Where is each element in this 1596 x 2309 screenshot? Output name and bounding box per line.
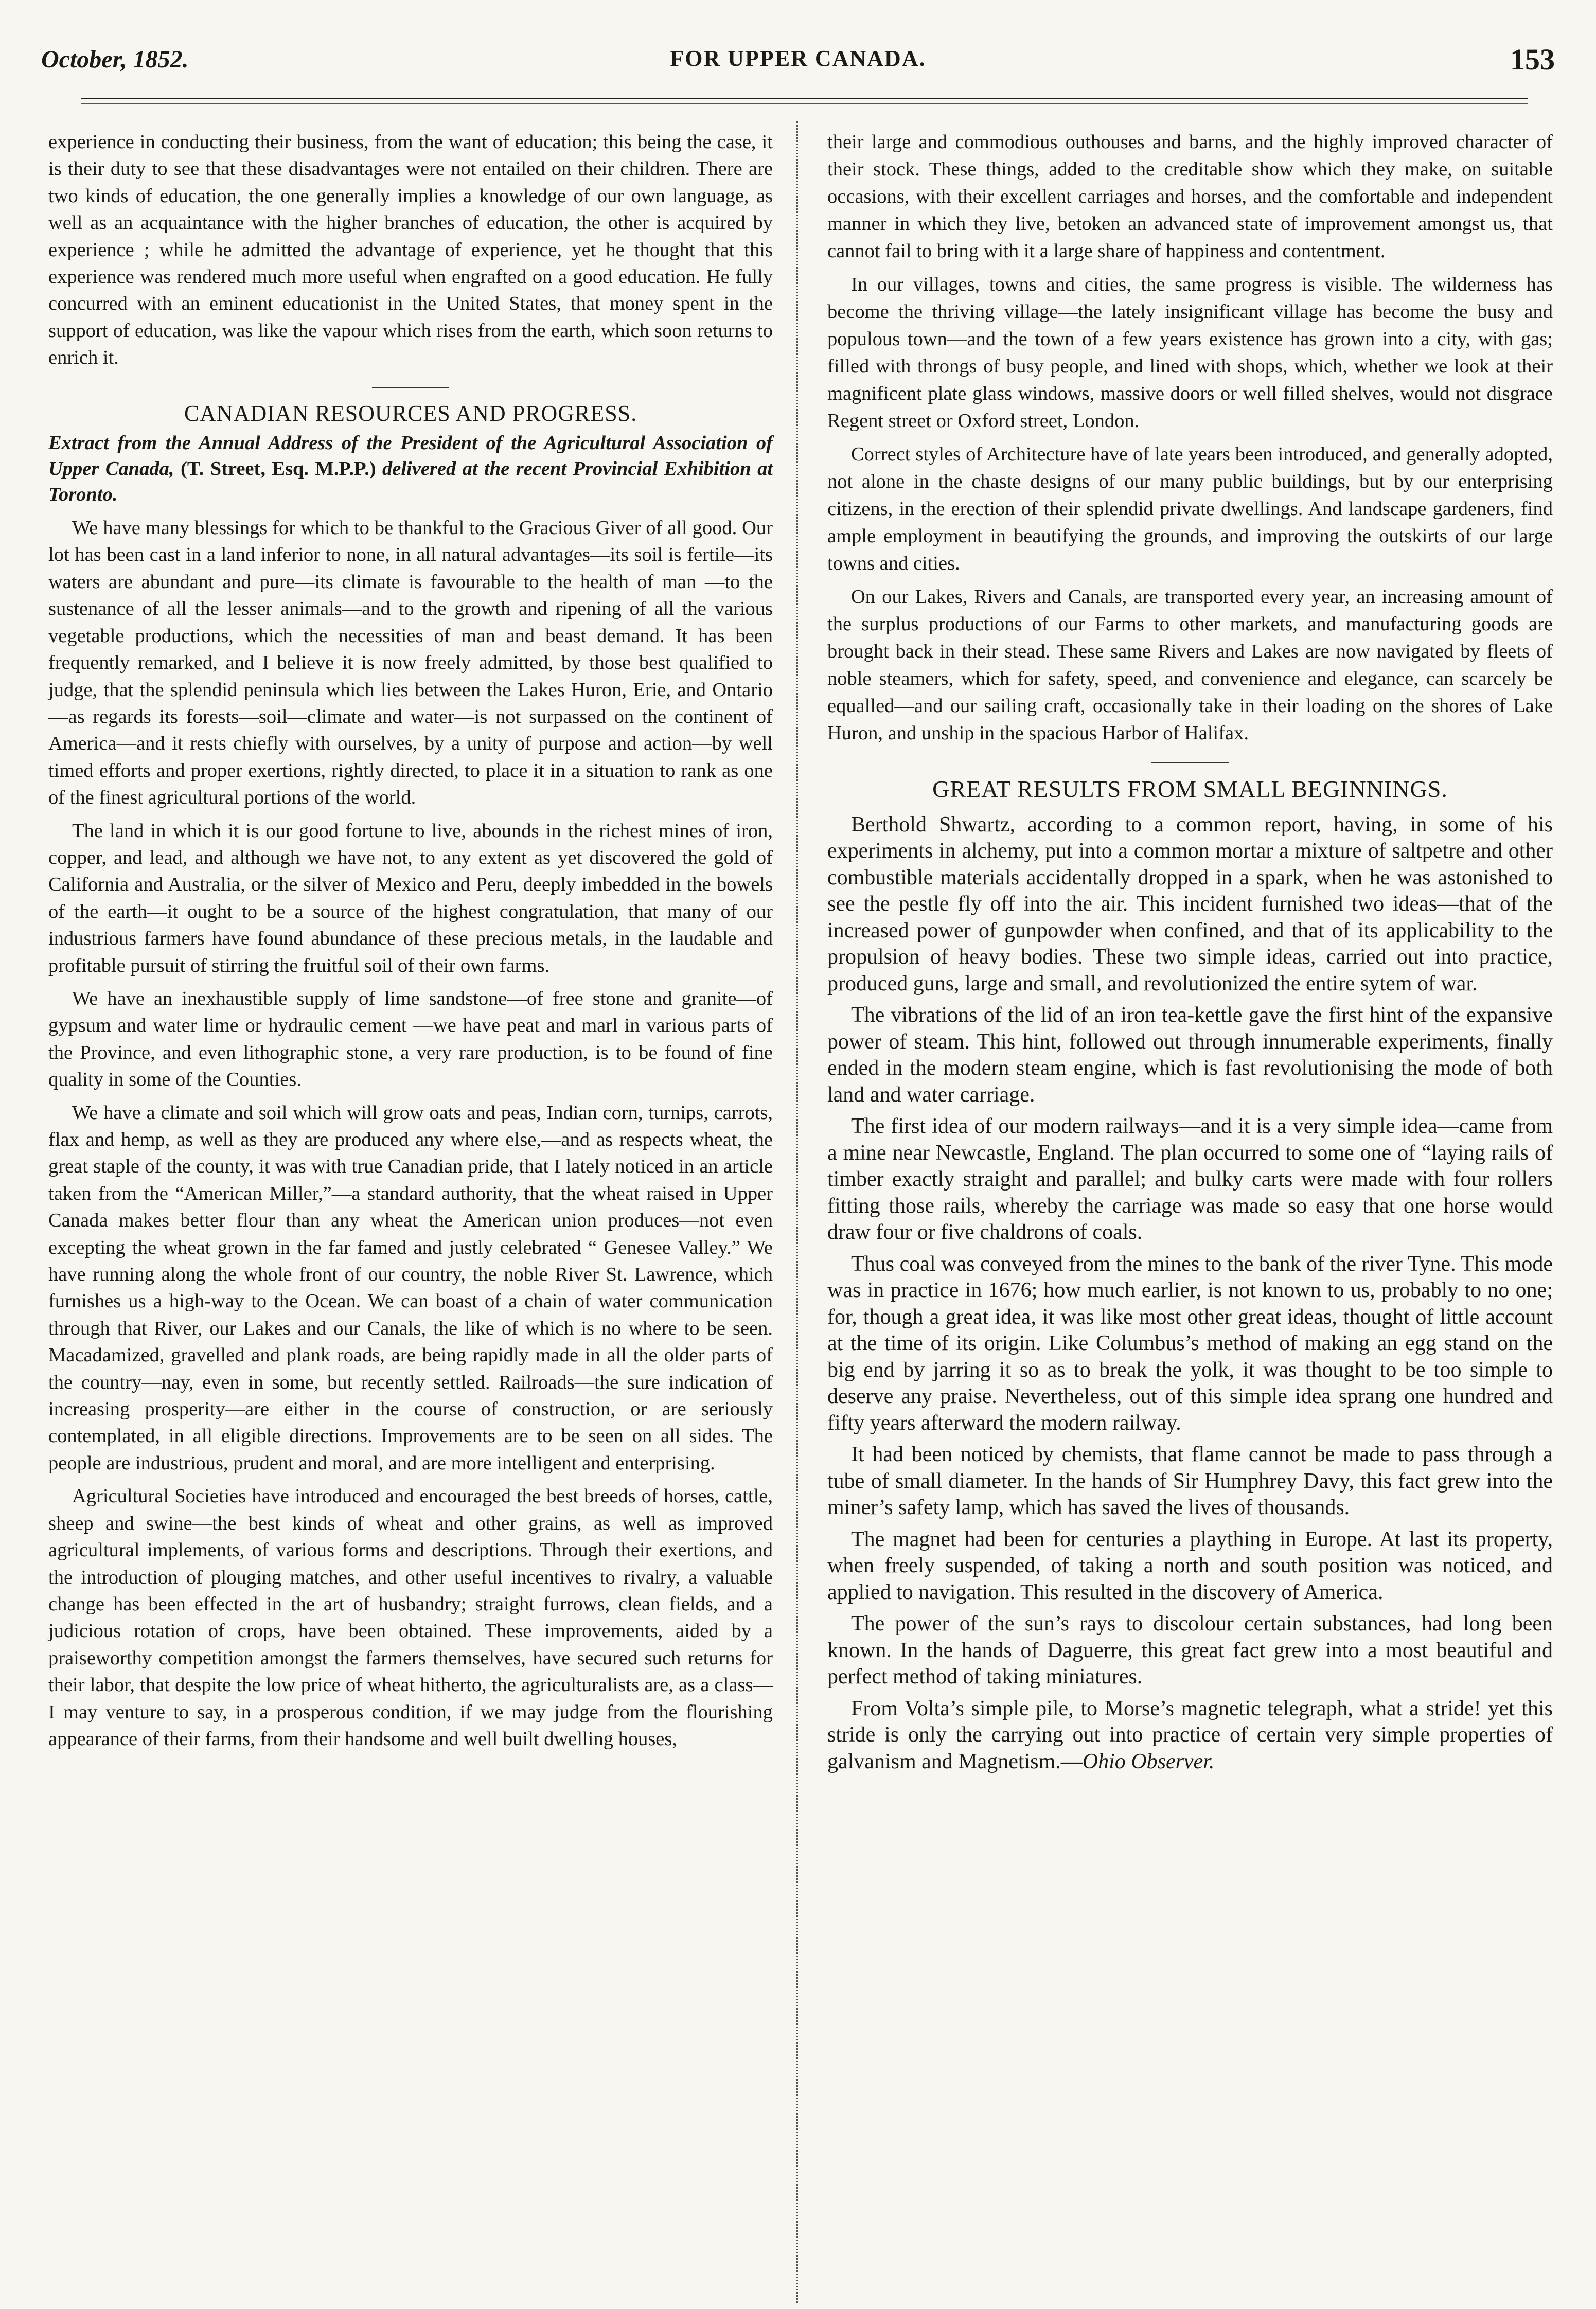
source-attribution: Ohio Observer. <box>1082 1749 1215 1773</box>
paragraph: We have an inexhaustible supply of lime sandstone—of free stone and granite—of gypsum and water lime or hydraulic cement —we have peat and marl in various parts of the Province, and even lithographic stone, a very rare production, is to be found of fine quality in some of the Counties. <box>48 987 773 1091</box>
paragraph <box>827 1696 1553 1775</box>
paragraph: The land in which it is our good fortune to live, abounds in the richest mines of iron, copper, and lead, and although we have not, to any extent as yet discovered the gold of California and Australia, or the silver of Mexico and Peru, deeply imbedded in the bowels of the earth—it ought to be a source of the highest congratulation, that many of our industrious farmers have found abundance of these precious metals, in the laudable and profitable pursuit of stirring the fruitful soil of their own farms. <box>48 820 773 976</box>
paragraph: The magnet had been for centuries a plaything in Europe. At last its property, when freely suspended, of taking a north and south position was noticed, and applied to navigation. This resulted in the discovery of America. <box>827 1527 1553 1604</box>
paragraph: Agricultural Societies have introduced and encouraged the best breeds of horses, cattle, sheep and swine—the best kinds of wheat and other grains, as well as improved agricultural implements, of various forms and descriptions. Through their exertions, and the introduction of plouging matches, and other useful incentives to rivalry, a valuable change has been effected in the art of husbandry; straight furrows, clean fields, and a judicious rotation of crops, have been obtained. These improvements, aided by a praiseworthy competition amongst the farmers themselves, have secured such returns for their labor, that despite the low price of wheat hitherto, the agriculturalists are, as a class—I may venture to say, in a prosperous condition, if we may judge from the flourishing appearance of their farms, from their handsome and well built dwelling houses, <box>48 1485 773 1750</box>
section-separator <box>372 387 449 388</box>
paragraph: The vibrations of the lid of an iron tea-kettle gave the first hint of the expansive power of steam. This hint, followed out through innumerable experiments, finally ended in the modern steam engine, which is fast revolutionising the mode of both land and water carriage. <box>827 1003 1553 1107</box>
continued-paragraph: experience in conducting their business, from the want of education; this being the case, it is their duty to see that these disadvantages were not entailed on their children. There are two kinds of education, the one generally implies a knowledge of our own language, as well as an acquaintance with the higher branches of education, the other is acquired by experience ; while he admitted the advantage of experience, yet he thought that this experience was rendered much more useful when engrafted on a good education. He fully concurred with an eminent educationist in the United States, that money spent in the support of education, was like the vapour which rises from the earth, which soon returns to enrich it. <box>48 131 773 369</box>
paragraph: their large and commodious outhouses and barns, and the highly improved character of their stock. These things, added to the creditable show which they make, on suitable occasions, with their excellent carriages and horses, and the comfortable and independent manner in which they live, betoken an advanced state of improvement amongst us, that cannot fail to bring with it a large share of happiness and contentment. <box>827 131 1553 262</box>
paragraph: The first idea of our modern railways—and it is a very simple idea—came from a mine near Newcastle, England. The plan occurred to some one of “laying rails of timber exactly straight and parallel; and bulky carts were made with four rollers fitting those rails, whereby the carriage was made so easy that one horse would draw four or five chaldrons of coals. <box>827 1114 1553 1244</box>
right-column <box>827 129 1553 1780</box>
left-column <box>48 129 773 1759</box>
paragraph: Correct styles of Architecture have of late years been introduced, and generally adopted, not alone in the chaste designs of our many public buildings, but by our enterprising citizens, in the erection of their splendid private dwellings. And landscape gardeners, find ample employment in beautifying the grounds, and improving the outskirts of our large towns and cities. <box>827 443 1553 574</box>
intro-text: Extract from the Annual Address of the President of the Agricultural Association of Upper Canada, <box>48 432 773 480</box>
paragraph: It had been noticed by chemists, that flame cannot be made to pass through a tube of small diameter. In the hands of Sir Humphrey Davy, this fact grew into the miner’s safety lamp, which has saved the lives of thousands. <box>827 1443 1553 1519</box>
page-header <box>41 45 1555 86</box>
column-divider <box>796 121 798 2303</box>
paragraph: On our Lakes, Rivers and Canals, are transported every year, an increasing amount of the surplus productions of our Farms to other markets, and manufacturing goods are brought back in their stead. These same Rivers and Lakes are now navigated by fleets of noble steamers, which for safety, speed, and convenience and elegance, can scarcely be equalled—and our sailing craft, occasionally take in their loading on the shores of Lake Huron, and unship in the spacious Harbor of Halifax. <box>827 586 1553 744</box>
article-intro <box>48 430 773 507</box>
section-separator <box>1151 762 1229 763</box>
header-rule <box>81 98 1528 99</box>
article-great-results <box>827 776 1553 1775</box>
header-rule-thin <box>81 103 1528 104</box>
last-paragraph-text: From Volta’s simple pile, to Morse’s magnetic telegraph, what a stride! yet this stride is only the carrying out into practice of certain very simple properties of galvanism and Magnetism.— <box>827 1696 1553 1773</box>
paragraph: Thus coal was conveyed from the mines to the bank of the river Tyne. This mode was in practice in 1676; how much earlier, is not known to us, probably to no one; for, though a great idea, it was like most other great ideas, thought of little account at the time of its origin. Like Columbus’s method of making an egg stand on the big end by jarring it so as to break the yolk, it was thought to be too simple to deserve any praise. Nevertheless, out of this simple idea sprang one hundred and fifty years afterward the modern railway. <box>827 1252 1553 1435</box>
article-heading: CANADIAN RESOURCES AND PROGRESS. <box>184 400 637 426</box>
paragraph: We have many blessings for which to be thankful to the Gracious Giver of all good. Our lot has been cast in a land inferior to none, in all natural advantages—its soil is fertile—its waters are abundant and pure—its climate is favourable to the health of man —to the sustenance of all the lesser animals—and to the growth and ripening of all the various vegetable productions, which the necessities of man and beast demand. It has been frequently remarked, and I believe it is now freely admitted, by those best qualified to judge, that the splendid peninsula which lies between the Lakes Huron, Erie, and Ontario—as regards its forests—soil—climate and water—is not surpassed on the continent of America—and it rests chiefly with ourselves, by a unity of purpose and action—by well timed efforts and proper exertions, rightly directed, to place it in a situation to rank as one of the finest agricultural portions of the world. <box>48 517 773 809</box>
paragraph: We have a climate and soil which will grow oats and peas, Indian corn, turnips, carrots, flax and hemp, as well as they are produced any where else,—and as respects wheat, the great staple of the county, it was with true Canadian pride, that I lately noticed in an article taken from the “American Miller,”—a standard authority, that the wheat raised in Upper Canada makes better flour than any wheat the American union produces—not even excepting the wheat grown in the far famed and justly celebrated “ Genesee Valley.” We have running along the whole front of our country, the noble River St. Lawrence, which furnishes us a high-way to the Ocean. We can boast of a chain of water communication through that River, our Lakes and our Canals, the like of which is no where to be seen. Macadamized, gravelled and plank roads, are being rapidly made in all the older parts of the country—nay, even in some, but recently settled. Railroads—the sure indication of increasing prosperity—are either in the course of construction, or are seriously contemplated, in all eligible directions. Improvements are to be seen on all sides. The people are industrious, prudent and moral, and are more intelligent and enterprising. <box>48 1102 773 1474</box>
intro-author: (T. Street, Esq. M.P.P.) <box>181 458 376 480</box>
article-heading: GREAT RESULTS FROM SMALL BEGINNINGS. <box>932 776 1448 802</box>
paragraph: Berthold Shwartz, according to a common report, having, in some of his experiments in alchemy, put into a common mortar a mixture of saltpetre and other combustible materials accidentally dropped in a spark, when he was astonished to see the pestle fly off into the air. This incident furnished two ideas—that of the increased power of gunpowder when confined, and that of its applicability to the propulsion of heavy bodies. These two simple ideas, carried out into practice, produced guns, large and small, and revolutionized the entire sytem of war. <box>827 812 1553 996</box>
running-title: FOR UPPER CANADA. <box>670 46 926 71</box>
page-number: 153 <box>1510 43 1555 76</box>
intro-text-end: delivered at the recent Provincial Exhibition at Toronto. <box>48 458 773 506</box>
paragraph: The power of the sun’s rays to discolour certain substances, had long been known. In the hands of Daguerre, this great fact grew into a most beautiful and perfect method of taking miniatures. <box>827 1612 1553 1689</box>
issue-date: October, 1852. <box>41 46 189 73</box>
paragraph: In our villages, towns and cities, the same progress is visible. The wilderness has become the thriving village—the lately insignificant village has become the busy and populous town—and the town of a few years existence has grown into a city, with gas; filled with throngs of busy people, and lined with shops, which, whether we look at their magnificent plate glass windows, massive doors or well filled shelves, would not disgrace Regent street or Oxford street, London. <box>827 274 1553 432</box>
